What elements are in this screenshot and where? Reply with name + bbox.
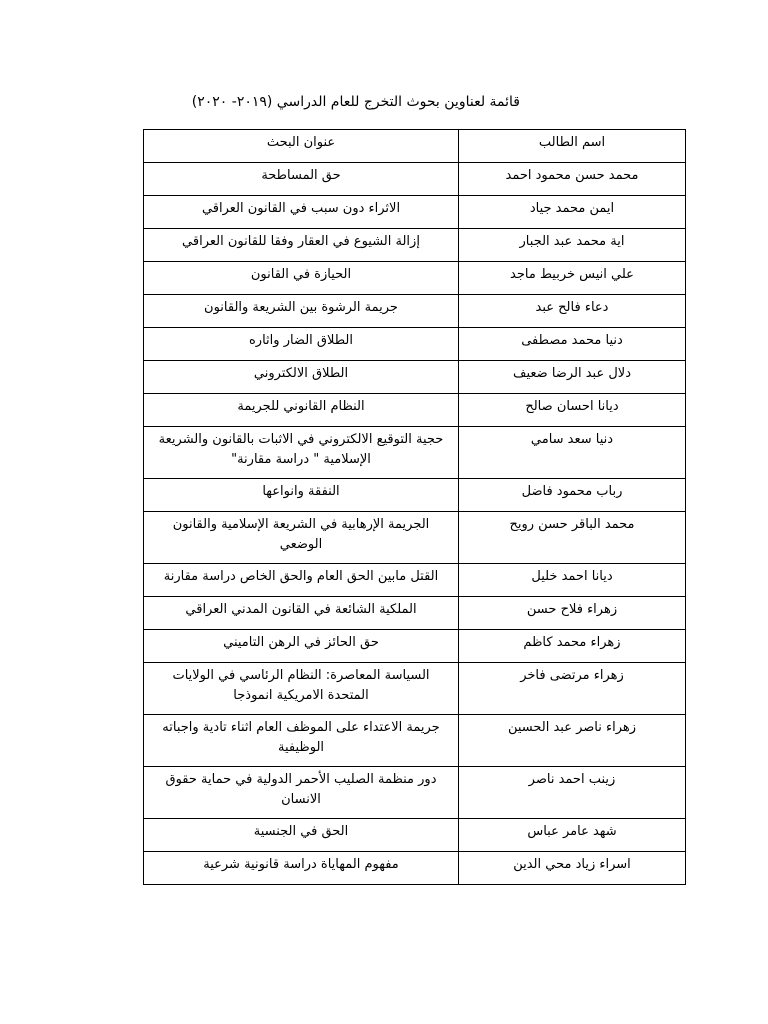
table-row	[144, 163, 686, 196]
student-name-cell: اية محمد عبد الجبار	[459, 229, 686, 262]
research-title-cell: حق الحائز في الرهن التاميني	[144, 630, 459, 663]
table-row	[144, 564, 686, 597]
research-title-cell: جريمة الرشوة بين الشريعة والقانون	[144, 295, 459, 328]
table-row	[144, 479, 686, 512]
table-row	[144, 715, 686, 767]
research-title-cell: النظام القانوني للجريمة	[144, 394, 459, 427]
student-name-cell: دعاء فالح عبد	[459, 295, 686, 328]
table-row	[144, 262, 686, 295]
student-name-cell: محمد حسن محمود احمد	[459, 163, 686, 196]
student-name-cell: زينب احمد ناصر	[459, 767, 686, 819]
research-titles-table	[143, 129, 686, 885]
table-row	[144, 427, 686, 479]
table-row	[144, 229, 686, 262]
research-title-cell: السياسة المعاصرة: النظام الرئاسي في الولايات المتحدة الامريكية انموذجا	[144, 663, 459, 715]
table-header-row	[144, 130, 686, 163]
table-row	[144, 767, 686, 819]
header-research-title: عنوان البحث	[144, 130, 459, 163]
research-title-cell: الحيازة في القانون	[144, 262, 459, 295]
student-name-cell: دنيا سعد سامي	[459, 427, 686, 479]
student-name-cell: ديانا احسان صالح	[459, 394, 686, 427]
student-name-cell: علي انيس خربيط ماجد	[459, 262, 686, 295]
table-row	[144, 512, 686, 564]
research-title-cell: إزالة الشيوع في العقار وفقا للقانون العراقي	[144, 229, 459, 262]
student-name-cell: محمد الباقر حسن رويح	[459, 512, 686, 564]
research-title-cell: الاثراء دون سبب في القانون العراقي	[144, 196, 459, 229]
table-row	[144, 819, 686, 852]
student-name-cell: زهراء ناصر عبد الحسين	[459, 715, 686, 767]
research-title-cell: النفقة وانواعها	[144, 479, 459, 512]
research-title-cell: جريمة الاعتداء على الموظف العام اثناء تادية واجباته الوظيفية	[144, 715, 459, 767]
research-title-cell: الملكية الشائعة في القانون المدني العراقي	[144, 597, 459, 630]
student-name-cell: زهراء مرتضى فاخر	[459, 663, 686, 715]
student-name-cell: ديانا احمد خليل	[459, 564, 686, 597]
page-title: قائمة لعناوين بحوث التخرج للعام الدراسي (٢٠١٩- ٢٠٢٠)	[191, 94, 520, 110]
table-row	[144, 196, 686, 229]
research-title-cell: حق المساطحة	[144, 163, 459, 196]
research-title-cell: الطلاق الالكتروني	[144, 361, 459, 394]
student-name-cell: زهراء محمد كاظم	[459, 630, 686, 663]
student-name-cell: اسراء زياد محي الدين	[459, 852, 686, 885]
table-row	[144, 328, 686, 361]
research-title-cell: دور منظمة الصليب الأحمر الدولية في حماية حقوق الانسان	[144, 767, 459, 819]
student-name-cell: ايمن محمد جياد	[459, 196, 686, 229]
table-row	[144, 852, 686, 885]
table-row	[144, 663, 686, 715]
student-name-cell: دنيا محمد مصطفى	[459, 328, 686, 361]
research-title-cell: الحق في الجنسية	[144, 819, 459, 852]
research-title-cell: مفهوم المهاياة دراسة قانونية شرعية	[144, 852, 459, 885]
research-title-cell: الجريمة الإرهابية في الشريعة الإسلامية والقانون الوضعي	[144, 512, 459, 564]
research-title-cell: القتل مابين الحق العام والحق الخاص دراسة مقارنة	[144, 564, 459, 597]
student-name-cell: رباب محمود فاضل	[459, 479, 686, 512]
table-row	[144, 361, 686, 394]
research-title-cell: حجية التوقيع الالكتروني في الاثبات بالقانون والشريعة الإسلامية " دراسة مقارنة"	[144, 427, 459, 479]
table-row	[144, 295, 686, 328]
student-name-cell: دلال عبد الرضا ضعيف	[459, 361, 686, 394]
table-row	[144, 630, 686, 663]
student-name-cell: زهراء فلاح حسن	[459, 597, 686, 630]
table-row	[144, 394, 686, 427]
student-name-cell: شهد عامر عباس	[459, 819, 686, 852]
header-student-name: اسم الطالب	[459, 130, 686, 163]
research-title-cell: الطلاق الضار واثاره	[144, 328, 459, 361]
table-row	[144, 597, 686, 630]
